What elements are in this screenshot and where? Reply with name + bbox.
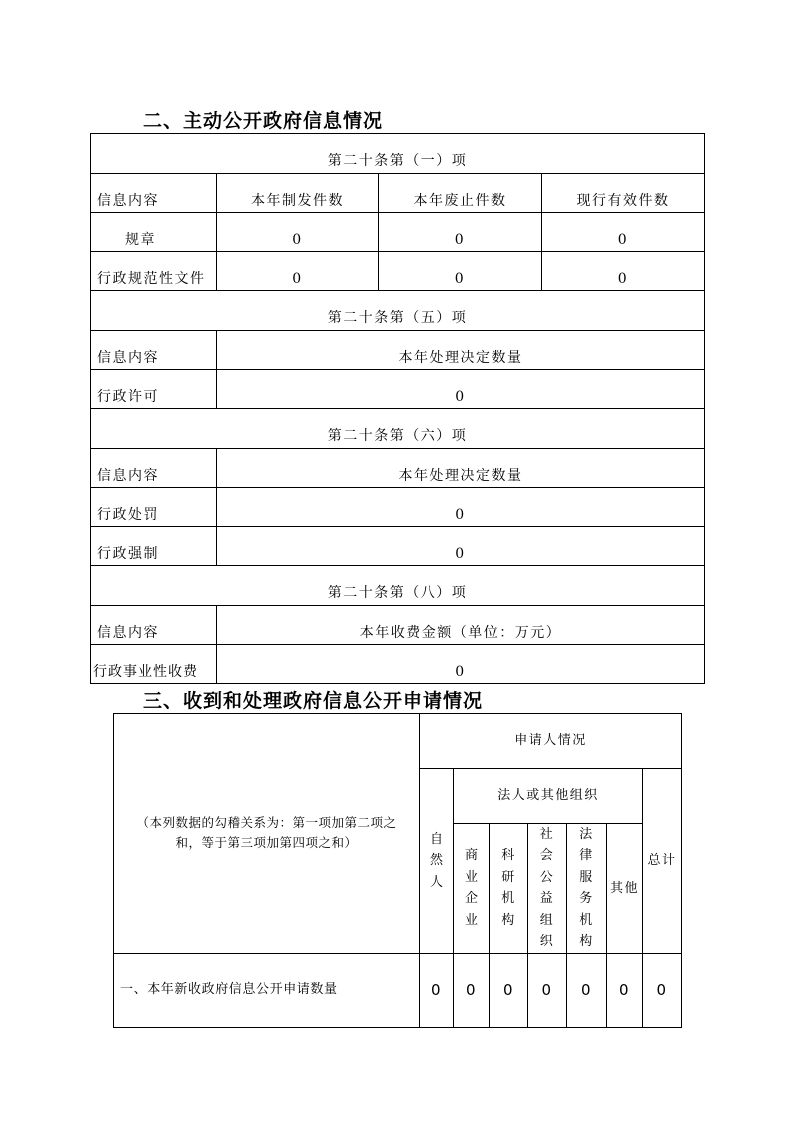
art20-1-title: 第二十条第（一）项 <box>91 134 705 174</box>
application-handling-table <box>113 713 682 1028</box>
row-label-regulations: 规章 <box>91 213 217 252</box>
art20-8-title: 第二十条第（八）项 <box>91 566 705 606</box>
natural-person-header: 自然人 <box>420 769 454 954</box>
art20-5-title: 第二十条第（五）项 <box>91 291 705 331</box>
row-label-penalty: 行政处罚 <box>91 488 217 527</box>
table-row <box>91 252 705 291</box>
header-info-content: 信息内容 <box>91 606 217 645</box>
research-institution-header: 科研机构 <box>490 824 528 954</box>
proactive-disclosure-table <box>90 133 705 684</box>
value-cell: 0 <box>542 252 705 291</box>
art20-6-title: 第二十条第（六）项 <box>91 409 705 449</box>
applicant-header: 申请人情况 <box>420 714 682 769</box>
commercial-enterprise-header: 商业企业 <box>454 824 490 954</box>
public-welfare-org-header: 社会公益组织 <box>528 824 567 954</box>
value-cell: 0 <box>567 953 607 1027</box>
header-info-content: 信息内容 <box>91 449 217 488</box>
section3-title: 三、收到和处理政府信息公开申请情况 <box>143 690 484 712</box>
table-row <box>91 488 705 527</box>
value-cell: 0 <box>490 953 528 1027</box>
header-fee-amount: 本年收费金额（单位：万元） <box>217 606 705 645</box>
total-header: 总计 <box>643 769 682 954</box>
value-cell: 0 <box>528 953 567 1027</box>
value-cell: 0 <box>420 953 454 1027</box>
section2-title: 二、主动公开政府信息情况 <box>143 110 384 132</box>
table-row <box>91 213 705 252</box>
value-cell: 0 <box>379 213 542 252</box>
value-cell: 0 <box>607 953 643 1027</box>
other-org-header: 其他 <box>607 824 643 954</box>
header-valid-count: 现行有效件数 <box>542 174 705 213</box>
value-cell: 0 <box>217 645 705 684</box>
table-row <box>91 645 705 684</box>
table-row <box>91 370 705 409</box>
value-cell: 0 <box>217 252 379 291</box>
value-cell: 0 <box>217 213 379 252</box>
row-label-admin-fees: 行政事业性收费 <box>91 645 217 684</box>
row-label-licensing: 行政许可 <box>91 370 217 409</box>
table-row <box>114 953 682 1027</box>
value-cell: 0 <box>217 370 705 409</box>
value-cell: 0 <box>454 953 490 1027</box>
row-label-enforcement: 行政强制 <box>91 527 217 566</box>
header-info-content: 信息内容 <box>91 331 217 370</box>
header-decision-count: 本年处理决定数量 <box>217 449 705 488</box>
header-issued-count: 本年制发件数 <box>217 174 379 213</box>
value-cell: 0 <box>217 488 705 527</box>
reconciliation-note: （本列数据的勾稽关系为：第一项加第二项之和，等于第三项加第四项之和） <box>114 714 420 954</box>
table-row <box>91 527 705 566</box>
value-cell: 0 <box>217 527 705 566</box>
row-label-normative-docs: 行政规范性文件 <box>91 252 217 291</box>
header-abolished-count: 本年废止件数 <box>379 174 542 213</box>
value-cell: 0 <box>379 252 542 291</box>
legal-service-org-header: 法律服务机构 <box>567 824 607 954</box>
header-info-content: 信息内容 <box>91 174 217 213</box>
value-cell: 0 <box>542 213 705 252</box>
value-cell: 0 <box>643 953 682 1027</box>
header-decision-count: 本年处理决定数量 <box>217 331 705 370</box>
row-label-new-applications: 一、本年新收政府信息公开申请数量 <box>114 953 420 1027</box>
legal-entity-header: 法人或其他组织 <box>454 769 643 824</box>
